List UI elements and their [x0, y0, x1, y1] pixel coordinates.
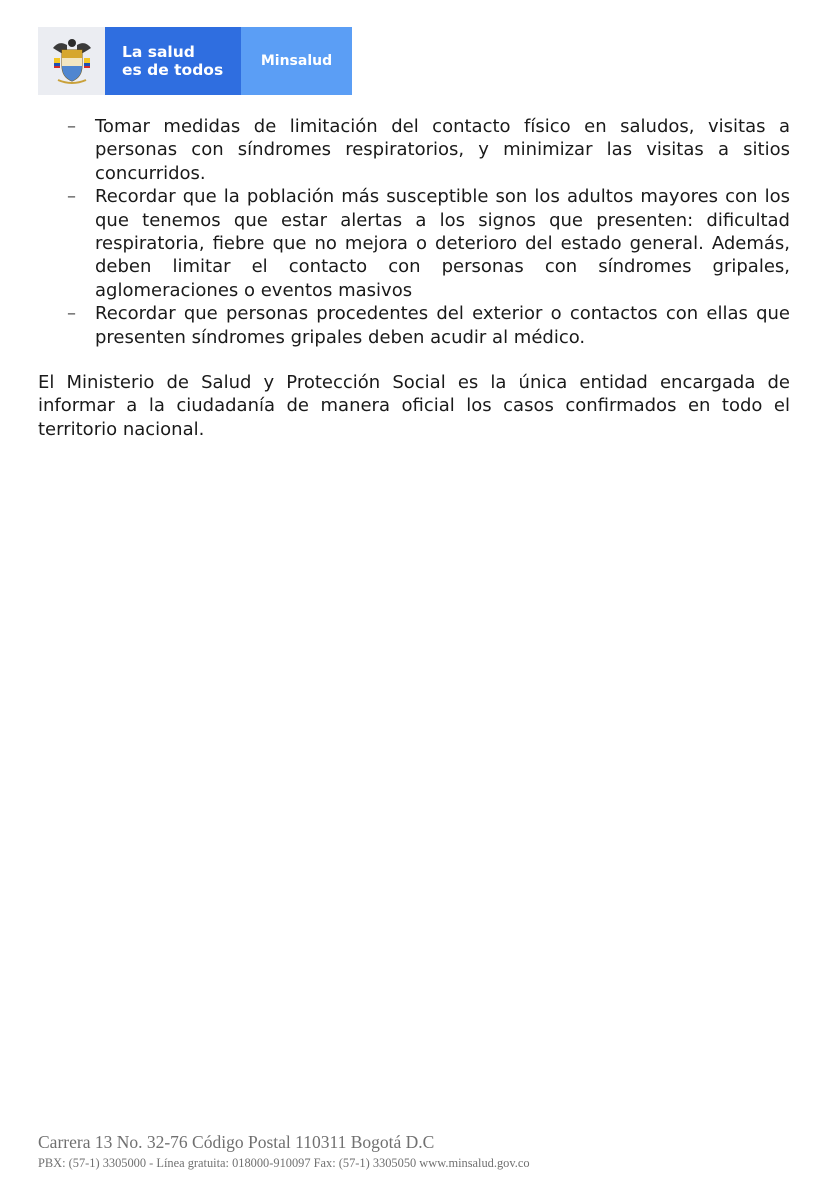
page-footer: [38, 1131, 530, 1171]
list-dash: –: [67, 186, 76, 208]
list-item: [67, 302, 790, 349]
list-item-text: Recordar que personas procedentes del exterior o contactos con ellas que presenten síndromes gripales deben acudir al médico.: [95, 303, 790, 348]
list-item-text: Tomar medidas de limitación del contacto físico en saludos, visitas a personas con síndromes respiratorios, y minimizar las visitas a sitios concurridos.: [95, 116, 790, 184]
list-item: [67, 185, 790, 302]
list-item: [67, 115, 790, 185]
slogan-line-2: es de todos: [122, 61, 224, 79]
footer-address: Carrera 13 No. 32-76 Código Postal 110311 Bogotá D.C: [38, 1132, 435, 1152]
brand-name: Minsalud: [260, 53, 333, 69]
minsalud-logo: [38, 27, 352, 95]
colombia-coat-of-arms-icon: [49, 36, 95, 86]
slogan-line-1: La salud: [122, 43, 195, 61]
brand-panel: [241, 27, 352, 95]
slogan-panel: [105, 27, 241, 95]
document-body: [38, 115, 790, 459]
list-dash: –: [67, 116, 76, 137]
crest-panel: [38, 27, 105, 95]
list-dash: –: [67, 303, 76, 325]
recommendation-list: [38, 115, 790, 349]
list-item-text: Recordar que la población más susceptible son los adultos mayores con los que tenemos que estar alertas a los signos que presenten: dificultad respiratoria, fiebre que no mejora o deterioro del estado general. Además, deben limitar el contacto con personas con síndromes gripales, aglomeraciones o eventos masivos: [95, 186, 790, 301]
closing-paragraph: El Ministerio de Salud y Protección Social es la única entidad encargada de informar a la ciudadanía de manera oficial los casos confirmados en todo el territorio nacional.: [38, 372, 790, 440]
footer-contact: PBX: (57-1) 3305000 - Línea gratuita: 018000-910097 Fax: (57-1) 3305050 www.minsalud.gov.co: [38, 1156, 530, 1170]
